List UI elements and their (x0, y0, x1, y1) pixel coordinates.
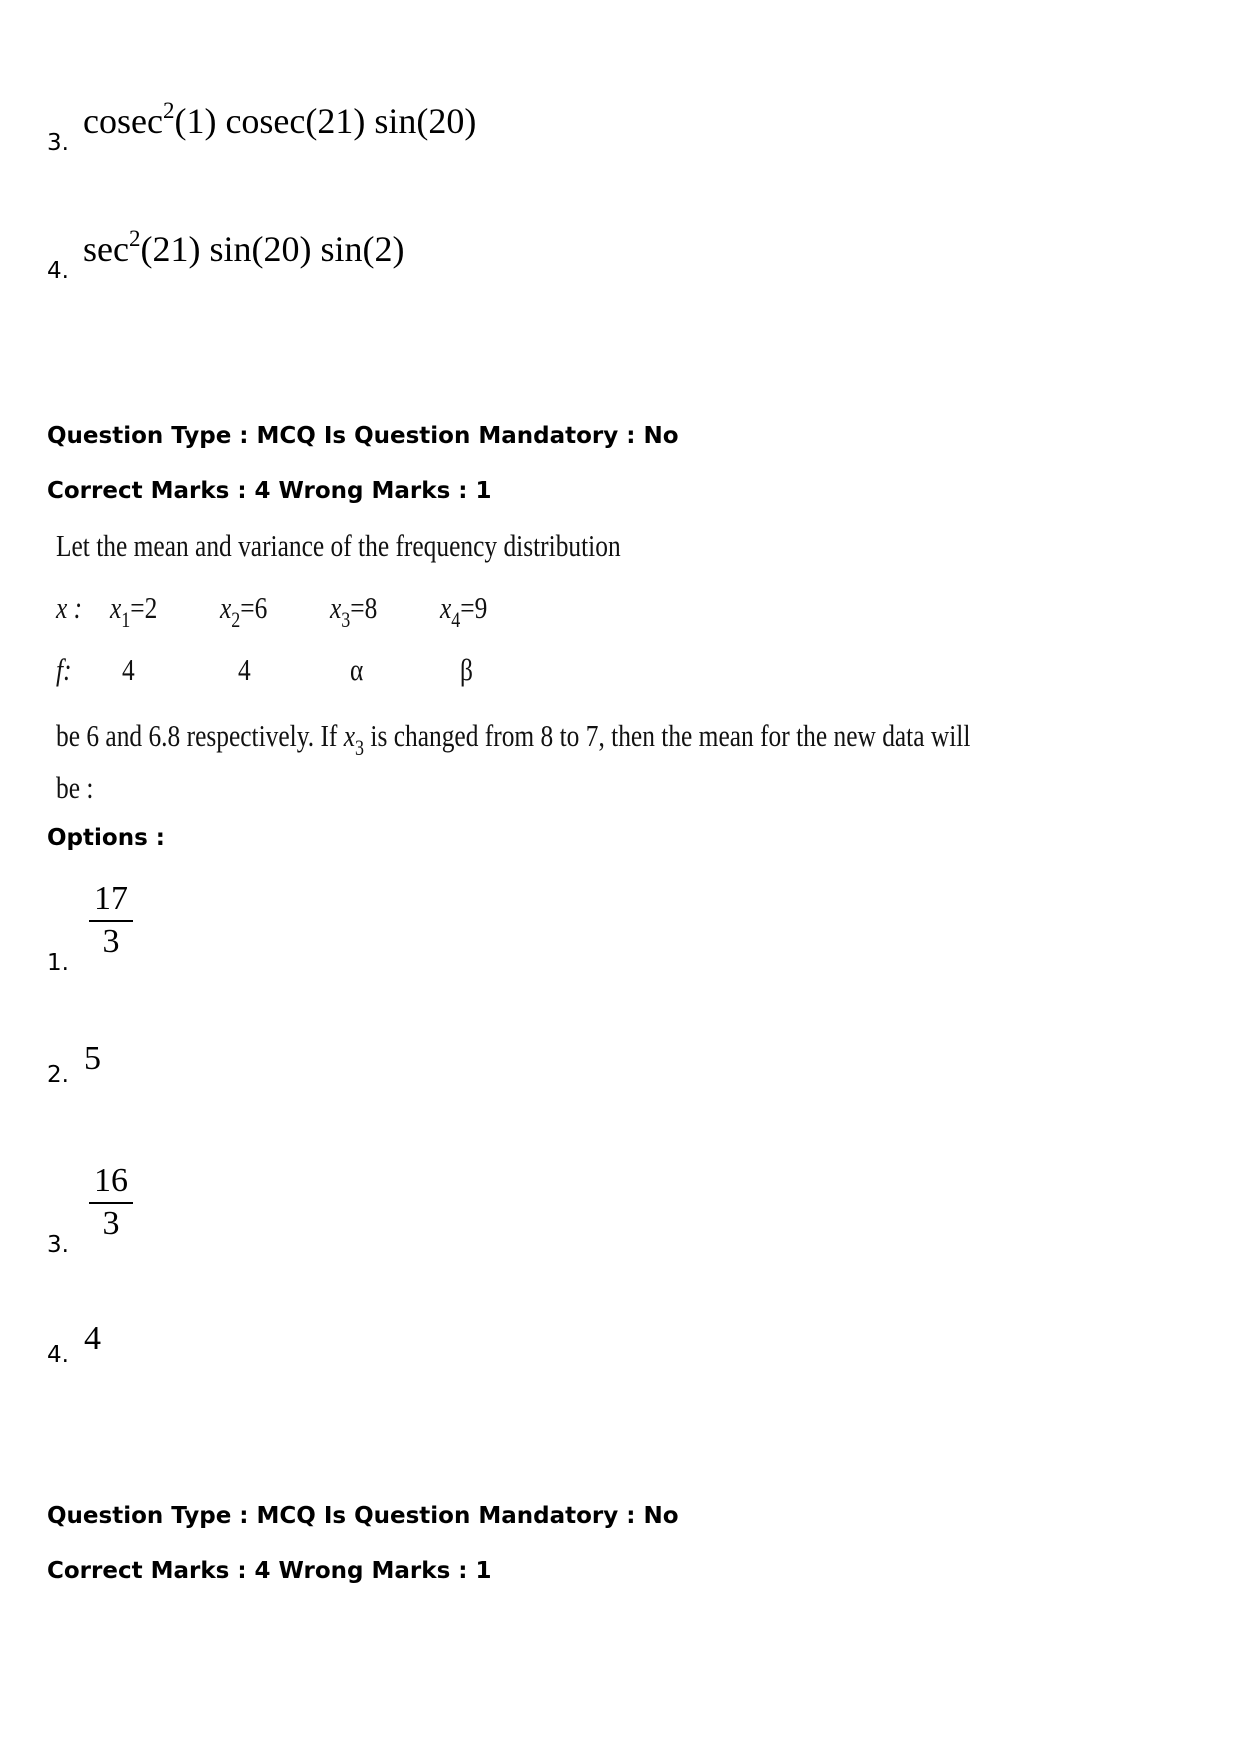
prev-option-4-expression (83, 228, 404, 270)
table-f3: α (350, 652, 364, 687)
prev-option-4-sup: 2 (128, 226, 141, 251)
option-2-number: 2. (47, 1062, 69, 1088)
options-label: Options : (47, 825, 165, 851)
option-3-denominator: 3 (102, 1205, 120, 1242)
question-type-line: Question Type : MCQ Is Question Mandatory : No (47, 423, 679, 449)
option-1-fraction (89, 880, 133, 961)
option-3-numerator: 16 (94, 1162, 128, 1199)
table-x1: $x_1=2$ (110, 590, 158, 633)
option-3-number: 3. (47, 1232, 69, 1258)
prev-option-4-term3: sin(2) (320, 229, 405, 269)
table-f-label: f: (56, 652, 72, 687)
prev-option-4-arg: (21) (140, 229, 201, 269)
question-body-line1: be 6 and 6.8 respectively. If $x_3$ is changed from 8 to 7, then the mean for the new data will (56, 718, 971, 761)
table-f4: β (460, 652, 473, 687)
prev-option-3-number: 3. (47, 130, 69, 156)
next-question-type-line: Question Type : MCQ Is Question Mandatory : No (47, 1503, 679, 1529)
question-marks-line: Correct Marks : 4 Wrong Marks : 1 (47, 478, 492, 504)
option-1-number: 1. (47, 950, 69, 976)
prev-option-3-term3: sin(20) (374, 101, 477, 141)
fraction-bar (89, 1202, 133, 1204)
fraction-bar (89, 920, 133, 922)
table-x3: $x_3=8$ (330, 590, 378, 633)
next-question-marks-line: Correct Marks : 4 Wrong Marks : 1 (47, 1558, 492, 1584)
option-1-denominator: 3 (102, 923, 120, 960)
table-x4: $x_4=9$ (440, 590, 488, 633)
question-intro: Let the mean and variance of the frequency distribution (56, 528, 621, 563)
prev-option-4-number: 4. (47, 258, 69, 284)
prev-option-3-expression (83, 100, 476, 142)
table-x-label: x : (56, 590, 83, 625)
option-3-fraction (89, 1162, 133, 1243)
prev-option-3-fn: cosec (83, 101, 163, 141)
prev-option-3-term2: cosec(21) (225, 101, 366, 141)
option-4-number: 4. (47, 1342, 69, 1368)
option-2-value: 5 (84, 1040, 101, 1077)
prev-option-4-fn: sec (83, 229, 129, 269)
table-x2: $x_2=6$ (220, 590, 268, 633)
prev-option-3-sup: 2 (162, 98, 175, 123)
question-body-line2: be : (56, 770, 94, 805)
table-f2: 4 (238, 652, 251, 687)
option-1-numerator: 17 (94, 880, 128, 917)
prev-option-3-arg: (1) (174, 101, 217, 141)
option-4-value: 4 (84, 1320, 101, 1357)
table-f1: 4 (122, 652, 135, 687)
prev-option-4-term2: sin(20) (209, 229, 312, 269)
